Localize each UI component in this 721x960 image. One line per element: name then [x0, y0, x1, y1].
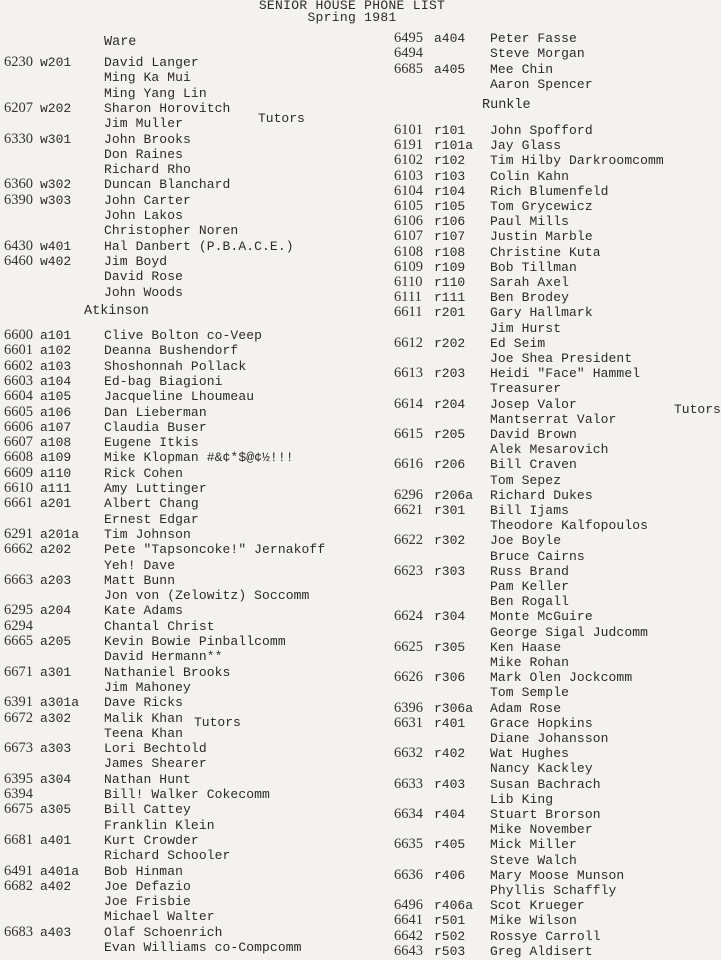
- phone-extension: 6643: [394, 942, 423, 959]
- resident-name: Teena Khan: [104, 725, 184, 741]
- resident-name: Mike Rohan: [490, 655, 570, 670]
- phone-extension: 6682: [4, 877, 33, 894]
- phone-extension: 6390: [4, 191, 33, 208]
- phone-extension: 6109: [394, 258, 423, 275]
- phone-extension: 6616: [394, 456, 423, 473]
- resident-name: Joe Defazio: [104, 878, 191, 894]
- runkle-tutors-note: Tutors: [674, 402, 721, 417]
- resident-name: Gary Hallmark: [490, 305, 593, 321]
- resident-name: Mike Wilson: [490, 913, 577, 929]
- phone-extension: 6111: [394, 289, 422, 306]
- page-subtitle: Spring 1981: [307, 10, 397, 25]
- resident-name: David Brown: [490, 427, 577, 442]
- room-number: r302: [434, 533, 466, 549]
- room-number: r402: [434, 746, 466, 762]
- resident-name: Tim Johnson: [104, 526, 191, 542]
- room-number: r101a: [434, 138, 474, 154]
- resident-name: Mick Miller: [490, 837, 577, 853]
- resident-name: Bill Cattey: [104, 802, 191, 818]
- resident-name: Jim Boyd: [104, 253, 168, 269]
- resident-name: John Lakos: [104, 208, 184, 223]
- phone-extension: 6626: [394, 669, 423, 686]
- phone-extension: 6108: [394, 243, 423, 260]
- phone-extension: 6101: [394, 122, 423, 138]
- resident-name: Ben Rogall: [490, 594, 570, 610]
- phone-extension: 6330: [4, 130, 33, 147]
- phone-extension: 6494: [394, 45, 423, 62]
- resident-name: Phyllis Schaffly: [490, 883, 617, 898]
- room-number: a303: [40, 741, 72, 757]
- resident-name: Pam Keller: [490, 579, 570, 594]
- room-number: r104: [434, 183, 466, 199]
- phone-extension: 6603: [4, 372, 33, 389]
- resident-name: Chantal Christ: [104, 618, 215, 634]
- room-number: a103: [40, 358, 72, 374]
- room-number: a106: [40, 404, 72, 420]
- phone-extension: 6673: [4, 740, 33, 757]
- resident-name: Mantserrat Valor: [490, 411, 617, 427]
- resident-name: Jim Mahoney: [104, 679, 191, 695]
- phone-extension: 6430: [4, 237, 33, 254]
- room-number: a301a: [40, 695, 80, 711]
- room-number: r202: [434, 335, 466, 351]
- phone-extension: 6395: [4, 770, 33, 787]
- resident-name: Jon von (Zelowitz) Soccomm: [104, 588, 310, 604]
- resident-name: Mark Olen Jockcomm: [490, 670, 633, 686]
- room-number: r109: [434, 259, 466, 275]
- resident-name: Claudia Buser: [104, 419, 207, 435]
- room-number: a301: [40, 664, 72, 680]
- resident-name: Duncan Blanchard: [104, 177, 231, 193]
- resident-name: John Carter: [104, 192, 191, 208]
- phone-extension: 6663: [4, 571, 33, 588]
- phone-extension: 6634: [394, 806, 423, 822]
- room-number: a102: [40, 343, 72, 359]
- resident-name: Susan Bachrach: [490, 776, 601, 792]
- room-number: a201: [40, 496, 72, 512]
- room-number: w402: [40, 253, 72, 269]
- resident-name: Greg Aldisert: [490, 943, 593, 959]
- resident-name: Alek Mesarovich: [490, 442, 609, 458]
- resident-name: Russ Brand: [490, 563, 570, 579]
- room-number: a304: [40, 771, 72, 787]
- room-number: w401: [40, 238, 72, 254]
- room-number: a111: [40, 481, 72, 496]
- phone-extension: 6610: [4, 480, 33, 496]
- room-number: a101: [40, 328, 72, 343]
- phone-extension: 6295: [4, 602, 33, 619]
- section-heading-runkle: Runkle: [482, 98, 531, 113]
- phone-extension: 6605: [4, 403, 33, 420]
- room-number: a405: [434, 61, 466, 77]
- resident-name: Lori Bechtold: [104, 741, 207, 757]
- page-title: SENIOR HOUSE PHONE LIST: [258, 0, 446, 13]
- resident-name: John Brooks: [104, 131, 191, 147]
- phone-extension: 6621: [394, 502, 423, 518]
- resident-name: Amy Luttinger: [104, 481, 207, 496]
- room-number: w303: [40, 192, 72, 208]
- room-number: r108: [434, 244, 466, 260]
- resident-name: Ernest Edgar: [104, 511, 199, 527]
- ware-tutors-note: Tutors: [258, 111, 305, 126]
- resident-name: Michael Walter: [104, 909, 215, 925]
- resident-name: Yeh! Dave: [104, 557, 176, 573]
- resident-name: Franklin Klein: [104, 817, 215, 833]
- resident-name: Bill Ijams: [490, 503, 570, 518]
- room-number: r103: [434, 168, 466, 184]
- resident-name: Kevin Bowie Pinballcomm: [104, 634, 286, 649]
- resident-name: Joe Frisbie: [104, 894, 191, 910]
- phone-extension: 6291: [4, 525, 33, 542]
- phone-extension: 6671: [4, 663, 33, 680]
- room-number: a107: [40, 419, 72, 435]
- room-number: a203: [40, 572, 72, 588]
- resident-name: Christopher Noren: [104, 223, 239, 239]
- phone-extension: 6107: [394, 228, 423, 245]
- phone-extension: 6641: [394, 912, 423, 929]
- resident-name: Tom Semple: [490, 685, 570, 701]
- resident-name: Bob Hinman: [104, 863, 184, 879]
- resident-name: Malik Khan: [104, 710, 184, 726]
- phone-extension: 6614: [394, 395, 423, 412]
- resident-name: Dave Ricks: [104, 695, 184, 711]
- resident-name: Nathaniel Brooks: [104, 664, 231, 680]
- resident-name: Bill Craven: [490, 457, 577, 473]
- resident-name: Heidi "Face" Hammel: [490, 366, 641, 382]
- resident-name: Mike Klopman #&¢*$@¢½!!!: [104, 450, 294, 466]
- room-number: r101: [434, 123, 466, 138]
- room-number: r203: [434, 366, 466, 382]
- phone-extension: 6633: [394, 775, 423, 792]
- room-number: w201: [40, 55, 72, 70]
- phone-extension: 6661: [4, 495, 33, 512]
- phone-extension: 6685: [394, 60, 423, 77]
- phone-extension: 6396: [394, 699, 423, 716]
- resident-name: Mee Chin: [490, 61, 554, 77]
- resident-name: John Spofford: [490, 123, 593, 138]
- room-number: r305: [434, 639, 466, 655]
- resident-name: Richard Rho: [104, 162, 191, 178]
- room-number: a104: [40, 373, 72, 389]
- resident-name: Scot Krueger: [490, 898, 585, 914]
- phone-extension: 6631: [394, 714, 423, 731]
- resident-name: Eugene Itkis: [104, 435, 199, 451]
- phone-extension: 6662: [4, 541, 33, 558]
- room-number: r111: [434, 290, 466, 306]
- phone-extension: 6600: [4, 327, 33, 343]
- room-number: r401: [434, 715, 466, 731]
- resident-name: Jay Glass: [490, 138, 562, 154]
- phone-extension: 6606: [4, 418, 33, 435]
- resident-name: Jacqueline Lhoumeau: [104, 389, 255, 405]
- phone-extension: 6665: [4, 633, 33, 649]
- resident-name: Ming Yang Lin: [104, 85, 207, 101]
- resident-name: Matt Bunn: [104, 572, 176, 588]
- resident-name: Jim Hurst: [490, 320, 562, 336]
- phone-extension: 6683: [4, 923, 33, 940]
- resident-name: Mike November: [490, 822, 593, 838]
- resident-name: Stuart Brorson: [490, 807, 601, 822]
- resident-name: Sharon Horovitch: [104, 100, 231, 116]
- phone-extension: 6104: [394, 182, 423, 199]
- room-number: a205: [40, 634, 72, 649]
- resident-name: Bob Tillman: [490, 259, 577, 275]
- room-number: r304: [434, 609, 466, 625]
- phone-extension: 6601: [4, 342, 33, 359]
- room-number: w302: [40, 177, 72, 193]
- resident-name: Mary Moose Munson: [490, 867, 625, 883]
- room-number: r106: [434, 214, 466, 230]
- resident-name: Steve Morgan: [490, 46, 585, 62]
- resident-name: Shoshonnah Pollack: [104, 358, 247, 374]
- resident-name: Tom Sepez: [490, 472, 562, 488]
- room-number: r206a: [434, 487, 474, 503]
- phone-extension: 6624: [394, 608, 423, 625]
- phone-extension: 6642: [394, 927, 423, 944]
- header: [0, 0, 704, 24]
- room-number: a404: [434, 31, 466, 46]
- room-number: a302: [40, 710, 72, 726]
- room-number: a305: [40, 802, 72, 818]
- phone-extension: 6612: [394, 334, 423, 351]
- resident-name: Rossye Carroll: [490, 928, 601, 944]
- room-number: r301: [434, 503, 466, 518]
- resident-name: Rich Blumenfeld: [490, 183, 609, 199]
- resident-name: Ken Haase: [490, 639, 562, 655]
- resident-name: Richard Dukes: [490, 487, 593, 503]
- phone-extension: 6495: [394, 30, 423, 46]
- section-heading-ware: Ware: [104, 35, 137, 50]
- resident-name: Wat Hughes: [490, 746, 570, 762]
- room-number: r306a: [434, 700, 474, 716]
- phone-extension: 6608: [4, 449, 33, 466]
- room-number: w301: [40, 131, 72, 147]
- resident-name: Treasurer: [490, 381, 562, 397]
- section-heading-atkinson: Atkinson: [84, 304, 149, 319]
- resident-name: George Sigal Judcomm: [490, 624, 649, 640]
- phone-extension: 6607: [4, 434, 33, 451]
- room-number: a108: [40, 435, 72, 451]
- resident-name: David Langer: [104, 55, 199, 70]
- resident-name: Dan Lieberman: [104, 404, 207, 420]
- room-number: r403: [434, 776, 466, 792]
- phone-extension: 6496: [394, 897, 423, 914]
- phone-extension: 6103: [394, 167, 423, 184]
- resident-name: Ed Seim: [490, 335, 546, 351]
- phone-extension: 6622: [394, 532, 423, 549]
- resident-name: Diane Johansson: [490, 731, 609, 746]
- room-number: r406: [434, 867, 466, 883]
- room-number: a401a: [40, 863, 80, 879]
- phone-extension: 6460: [4, 252, 33, 269]
- phone-extension: 6615: [394, 426, 423, 442]
- phone-extension: 6191: [394, 137, 423, 154]
- room-number: r406a: [434, 898, 474, 914]
- room-number: w202: [40, 100, 72, 116]
- phone-extension: 6681: [4, 831, 33, 848]
- resident-name: Grace Hopkins: [490, 715, 593, 731]
- phone-extension: 6360: [4, 176, 33, 193]
- resident-name: Hal Danbert (P.B.A.C.E.): [104, 238, 294, 254]
- resident-name: Justin Marble: [490, 229, 593, 245]
- resident-name: John Woods: [104, 284, 184, 300]
- phone-extension: 6635: [394, 836, 423, 853]
- resident-name: Olaf Schoenrich: [104, 924, 223, 940]
- room-number: a109: [40, 450, 72, 466]
- phone-extension: 6230: [4, 54, 33, 70]
- phone-extension: 6102: [394, 152, 423, 169]
- resident-name: Steve Walch: [490, 852, 577, 868]
- room-number: a402: [40, 878, 72, 894]
- room-number: a403: [40, 924, 72, 940]
- resident-name: Joe Boyle: [490, 533, 562, 549]
- phone-extension: 6675: [4, 801, 33, 818]
- resident-name: Bill! Walker Cokecomm: [104, 787, 270, 802]
- room-number: r206: [434, 457, 466, 473]
- phone-extension: 6110: [394, 274, 423, 290]
- phone-extension: 6394: [4, 786, 33, 802]
- resident-name: Theodore Kalfopoulos: [490, 518, 649, 534]
- phone-extension: 6296: [394, 486, 423, 503]
- resident-name: Sarah Axel: [490, 275, 570, 290]
- room-number: a110: [40, 465, 72, 481]
- phone-extension: 6604: [4, 388, 33, 405]
- resident-name: David Hermann**: [104, 649, 223, 665]
- resident-name: Albert Chang: [104, 496, 199, 512]
- room-number: a201a: [40, 526, 80, 542]
- resident-name: Joe Shea President: [490, 351, 633, 366]
- resident-name: Christine Kuta: [490, 244, 601, 260]
- phone-extension: 6207: [4, 99, 33, 116]
- resident-name: Pete "Tapsoncoke!" Jernakoff: [104, 542, 326, 558]
- room-number: r404: [434, 807, 466, 822]
- room-number: r306: [434, 670, 466, 686]
- resident-name: Richard Schooler: [104, 848, 231, 864]
- room-number: r205: [434, 427, 466, 442]
- phone-extension: 6623: [394, 562, 423, 579]
- resident-name: Ed-bag Biagioni: [104, 373, 223, 389]
- room-number: r204: [434, 396, 466, 412]
- resident-name: Lib King: [490, 791, 554, 807]
- resident-name: Kurt Crowder: [104, 832, 199, 848]
- room-number: r110: [434, 275, 466, 290]
- resident-name: Josep Valor: [490, 396, 577, 412]
- resident-name: Paul Mills: [490, 214, 570, 230]
- resident-name: Rick Cohen: [104, 465, 184, 481]
- resident-name: Monte McGuire: [490, 609, 593, 625]
- room-number: r201: [434, 305, 466, 321]
- room-number: r502: [434, 928, 466, 944]
- resident-name: Deanna Bushendorf: [104, 343, 239, 359]
- resident-name: Tim Hilby Darkroomcomm: [490, 153, 664, 169]
- room-number: a202: [40, 542, 72, 558]
- phone-extension: 6632: [394, 745, 423, 762]
- resident-name: Ming Ka Mui: [104, 70, 191, 86]
- resident-name: Colin Kahn: [490, 168, 570, 184]
- phone-extension: 6105: [394, 198, 423, 214]
- room-number: r405: [434, 837, 466, 853]
- resident-name: Adam Rose: [490, 700, 562, 716]
- phone-extension: 6636: [394, 866, 423, 883]
- phone-extension: 6106: [394, 213, 423, 230]
- resident-name: David Rose: [104, 269, 184, 285]
- resident-name: James Shearer: [104, 756, 207, 772]
- room-number: r107: [434, 229, 466, 245]
- resident-name: Evan Williams co-Compcomm: [104, 940, 302, 955]
- atkinson-tutors-note: Tutors: [194, 715, 241, 730]
- room-number: r501: [434, 913, 466, 929]
- room-number: r105: [434, 199, 466, 214]
- resident-name: Clive Bolton co-Veep: [104, 328, 263, 343]
- resident-name: Nancy Kackley: [490, 761, 593, 777]
- resident-name: Nathan Hunt: [104, 771, 191, 787]
- resident-name: Jim Muller: [104, 116, 184, 132]
- room-number: r102: [434, 153, 466, 169]
- room-number: r503: [434, 943, 466, 959]
- room-number: a105: [40, 389, 72, 405]
- phone-extension: 6491: [4, 862, 33, 879]
- phone-extension: 6672: [4, 709, 33, 726]
- phone-extension: 6391: [4, 694, 33, 711]
- phone-extension: 6602: [4, 357, 33, 374]
- resident-name: Peter Fasse: [490, 31, 577, 46]
- phone-extension: 6613: [394, 365, 423, 382]
- phone-extension: 6625: [394, 638, 423, 655]
- room-number: r303: [434, 563, 466, 579]
- resident-name: Tom Grycewicz: [490, 199, 593, 214]
- room-number: a401: [40, 832, 72, 848]
- resident-name: Kate Adams: [104, 603, 184, 619]
- resident-name: Don Raines: [104, 146, 184, 162]
- resident-name: Aaron Spencer: [490, 76, 593, 92]
- resident-name: Ben Brodey: [490, 290, 570, 306]
- phone-extension: 6611: [394, 304, 423, 321]
- phone-extension: 6609: [4, 464, 33, 481]
- room-number: a204: [40, 603, 72, 619]
- phone-extension: 6294: [4, 617, 33, 634]
- resident-name: Bruce Cairns: [490, 548, 585, 564]
